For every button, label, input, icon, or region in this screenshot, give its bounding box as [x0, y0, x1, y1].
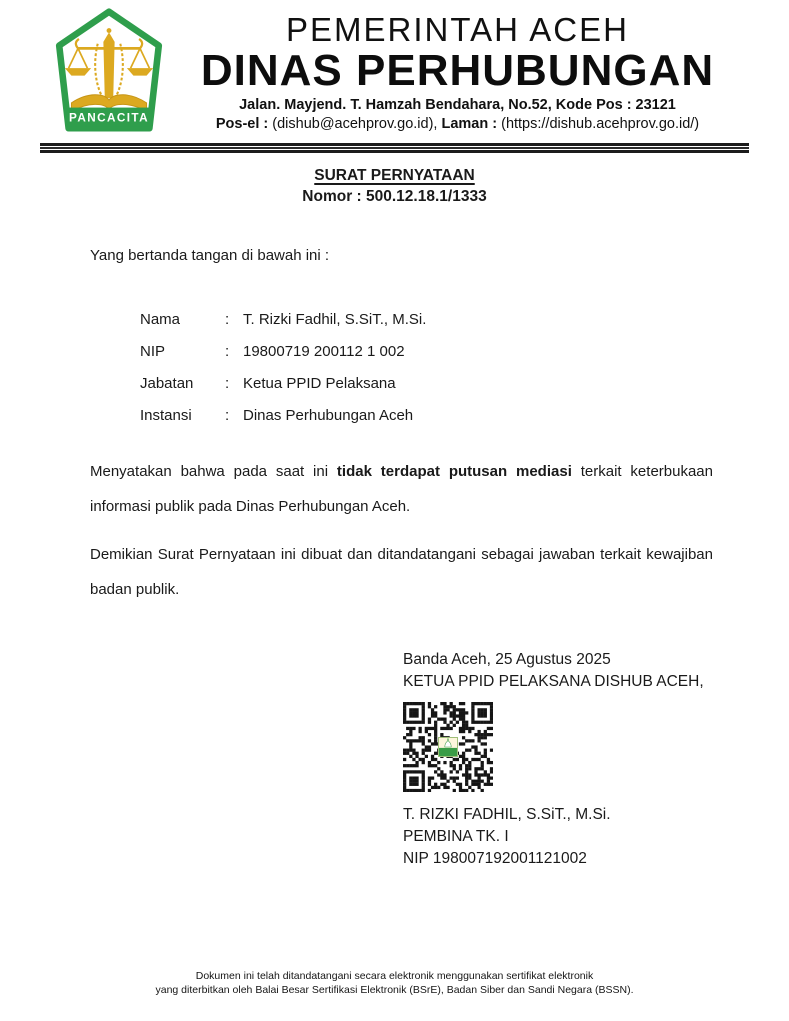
disclaimer-line-1: Dokumen ini telah ditandatangani secara elektronik menggunakan sertifikat elektronik: [195, 970, 594, 982]
field-row-instansi: [90, 400, 713, 432]
field-label: NIP: [140, 343, 166, 360]
agency-contact: [166, 115, 749, 134]
qr-center-emblem-icon: [438, 737, 458, 757]
field-label: Nama: [140, 311, 181, 328]
aceh-pancacita-emblem-logo: [52, 8, 166, 132]
statement-text: terkait keterbukaan informasi publik pada Dinas Perhubungan Aceh.: [90, 462, 713, 515]
place-and-date: Banda Aceh, 25 Agustus 2025: [403, 650, 611, 668]
signer-rank: PEMBINA TK. I: [403, 827, 509, 845]
header-divider: [40, 143, 749, 153]
document-title: SURAT PERNYATAAN: [314, 166, 475, 184]
website-value: (https://dishub.acehprov.go.id/): [501, 116, 700, 132]
emblem-motto-text: PANCACITA: [68, 111, 150, 125]
signature-block: [403, 649, 713, 870]
letterhead: [0, 0, 789, 134]
field-row-nama: [90, 304, 713, 336]
signer-name: T. RIZKI FADHIL, S.SiT., M.Si.: [403, 805, 611, 823]
field-value: Ketua PPID Pelaksana: [243, 375, 396, 392]
electronic-signature-disclaimer: [0, 969, 789, 997]
agency-address: Jalan. Mayjend. T. Hamzah Bendahara, No.52, Kode Pos : 23121: [239, 97, 676, 113]
field-colon: :: [225, 407, 230, 424]
government-name: PEMERINTAH ACEH: [286, 11, 629, 48]
signer-title: KETUA PPID PELAKSANA DISHUB ACEH,: [403, 672, 704, 690]
field-row-nip: [90, 336, 713, 368]
field-value: Dinas Perhubungan Aceh: [243, 407, 414, 424]
title-block: [0, 167, 789, 206]
signer-identity: [403, 804, 713, 870]
field-colon: :: [225, 375, 230, 392]
statement-bold-phrase: tidak terdapat putusan mediasi: [336, 462, 572, 480]
disclaimer-line-2: yang diterbitkan oleh Balai Besar Sertifikasi Elektronik (BSrE), Badan Siber dan Sandi Negara (BSSN).: [155, 984, 634, 996]
closing-paragraph: Demikian Surat Pernyataan ini dibuat dan ditandatangani sebagai jawaban terkait kewajiban badan publik.: [90, 545, 713, 598]
letterhead-text: [166, 8, 749, 134]
field-value: 19800719 200112 1 002: [243, 343, 405, 360]
email-label: Pos-el :: [215, 116, 273, 132]
field-row-jabatan: [90, 368, 713, 400]
field-label: Instansi: [140, 407, 192, 424]
field-label: Jabatan: [140, 375, 194, 392]
letter-body: [90, 247, 713, 870]
agency-name: DINAS PERHUBUNGAN: [200, 46, 715, 95]
statement-text: Menyatakan bahwa pada saat ini: [90, 462, 337, 480]
email-value: (dishub@acehprov.go.id),: [272, 116, 442, 132]
field-value: T. Rizki Fadhil, S.SiT., M.Si.: [243, 311, 427, 328]
signer-nip: NIP 198007192001121002: [403, 849, 587, 867]
website-label: Laman :: [441, 116, 502, 132]
intro-line: Yang bertanda tangan di bawah ini :: [90, 246, 330, 264]
digital-signature-qr-code: [403, 702, 493, 792]
field-colon: :: [225, 311, 230, 328]
signatory-fields: [90, 304, 713, 432]
document-number: Nomor : 500.12.18.1/1333: [302, 187, 487, 205]
statement-paragraph: [90, 454, 713, 524]
field-colon: :: [225, 343, 230, 360]
